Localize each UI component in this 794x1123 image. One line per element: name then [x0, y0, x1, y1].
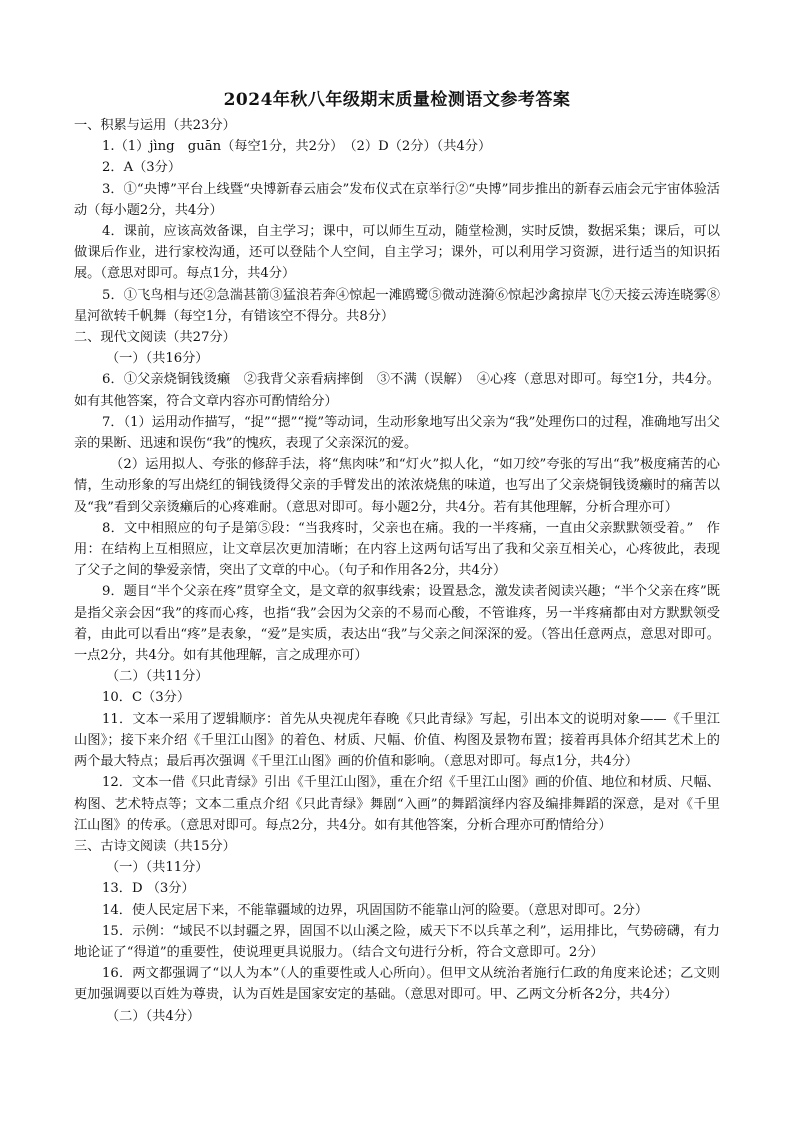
- answer-item: 1.（1）jìng guān（每空1分，共2分） （2）D（2分）（共4分）: [102, 139, 492, 155]
- subsection-heading: （二）（共4分）: [106, 1008, 201, 1024]
- answer-body: [74, 115, 720, 1027]
- answer-item: 7．（1）运用动作描写，“捉”“摁”“搅”等动词，生动形象地写出父亲为“我”处理伤口的过程，准确地写出父亲的果断、迅速和误伤“我”的愧疚，表现了父亲深沉的爱。: [74, 414, 720, 452]
- answer-item: 5．①飞鸟相与还②急湍甚箭③猛浪若奔④惊起一滩鸥鹭⑤微动涟漪⑥惊起沙禽掠岸飞⑦天接云涛连晓雾⑧星河欲转千帆舞（每空1分，有错该空不得分。共8分）: [74, 287, 720, 324]
- answer-item: （2）运用拟人、夸张的修辞手法，将“焦肉味”和“灯火”拟人化，“如刀绞”夸张的写出“我”极度痛苦的心情，生动形象的写出烧红的铜钱烫得父亲的手臂发出的浓浓烧焦的味道，也写出了父亲烧铜钱烫癞时的痛苦以及“我”看到父亲烫癞后的心疼难耐。（意思对即可。每小题2分，共4分。若有其他理解，分析合理亦可）: [74, 457, 720, 515]
- subsection-heading: （二）（共11分）: [106, 669, 209, 685]
- answer-item: 4．课前，应该高效备课，自主学习；课中，可以师生互动，随堂检测，实时反馈，数据采集；课后，可以做课后作业，进行家校沟通，还可以登陆个人空间，自主学习；课外，可以利用学习资源，进行适当的知识拓展。（意思对即可。每点1分，共4分）: [74, 224, 720, 282]
- answer-item: 9．题目“半个父亲在疼”贯穿全文，是文章的叙事线索；设置悬念，激发读者阅读兴趣；“半个父亲在疼”既是指父亲会因“我”的疼而心疼，也指“我”会因为父亲的不易而心酸，不管谁疼，另一半疼痛都由对方默默领受着，由此可以看出“疼”是表象，“爱”是实质，表达出“我”与父亲之间深深的爱。（答出任意两点，意思对即可。一点2分，共4分。如有其他理解，言之成理亦可）: [74, 584, 720, 664]
- answer-item: 2．A（3分）: [102, 160, 182, 176]
- answer-item: 14．使人民定居下来，不能靠疆域的边界，巩固国防不能靠山河的险要。（意思对即可。2分）: [102, 902, 649, 918]
- subsection-heading: （一）（共11分）: [106, 860, 209, 876]
- answer-item: 15．示例：“域民不以封疆之界，固国不以山溪之险，威天下不以兵革之利”，运用排比，气势磅礴，有力地论证了“得道”的重要性，使说理更具说服力。（结合文句进行分析，符合文意即可。2分）: [74, 923, 720, 960]
- answer-item: 11．文本一采用了逻辑顺序：首先从央视虎年春晚《只此青绿》写起，引出本文的说明对象——《千里江山图》；接下来介绍《千里江山图》的着色、材质、尺幅、价值、构图及景物布置；接着再具体介绍其艺术上的两个最大特点；最后再次强调《千里江山图》画的价值和影响。（意思对即可。每点1分，共4分）: [74, 711, 720, 770]
- page-title: 2024年秋八年级期末质量检测语文参考答案: [223, 90, 571, 110]
- subsection-heading: （一）（共16分）: [106, 351, 209, 367]
- section-heading: 二、现代文阅读（共27分）: [74, 330, 236, 346]
- answer-item: 16．两文都强调了“以人为本”（人的重要性或人心所向）。但甲文从统治者施行仁政的角度来论述；乙文则更加强调要以百姓为尊贵，认为百姓是国家安定的基础。（意思对即可。甲、乙两文分析各2分，共4分）: [74, 966, 720, 1003]
- answer-item: 12．文本一借《只此青绿》引出《千里江山图》，重在介绍《千里江山图》画的价值、地位和材质、尺幅、构图、艺术特点等；文本二重点介绍《只此青绿》舞剧“入画”的舞蹈演绎内容及编排舞蹈的深意，是对《千里江山图》的传承。（意思对即可。每点2分，共4分。如有其他答案，分析合理亦可酌情给分）: [74, 775, 720, 833]
- answer-item: 6．①父亲烧铜钱烫癞 ②我背父亲看病摔倒 ③不满（误解） ④心疼（意思对即可。每空1分，共4分。如有其他答案，符合文章内容亦可酌情给分）: [74, 372, 720, 409]
- section-heading: 三、古诗文阅读（共15分）: [74, 838, 236, 854]
- section-heading: 一、积累与运用（共23分）: [74, 118, 236, 133]
- answer-item: 10．C（3分）: [102, 690, 191, 706]
- answer-item: 8．文中相照应的句子是第⑤段：“当我疼时，父亲也在痛。我的一半疼痛，一直由父亲默默领受着。” 作用：在结构上互相照应，让文章层次更加清晰；在内容上这两句话写出了我和父亲互相关心，心疼彼此，表现了父子之间的挚爱亲情，突出了文章的中心。（句子和作用各2分，共4分）: [74, 520, 720, 579]
- answer-item: 3．①“央博”平台上线暨“央博新春云庙会”发布仪式在京举行②“央博”同步推出的新春云庙会元宇宙体验活动（每小题2分，共4分）: [74, 181, 720, 218]
- answer-item: 13．D （3分）: [102, 881, 195, 897]
